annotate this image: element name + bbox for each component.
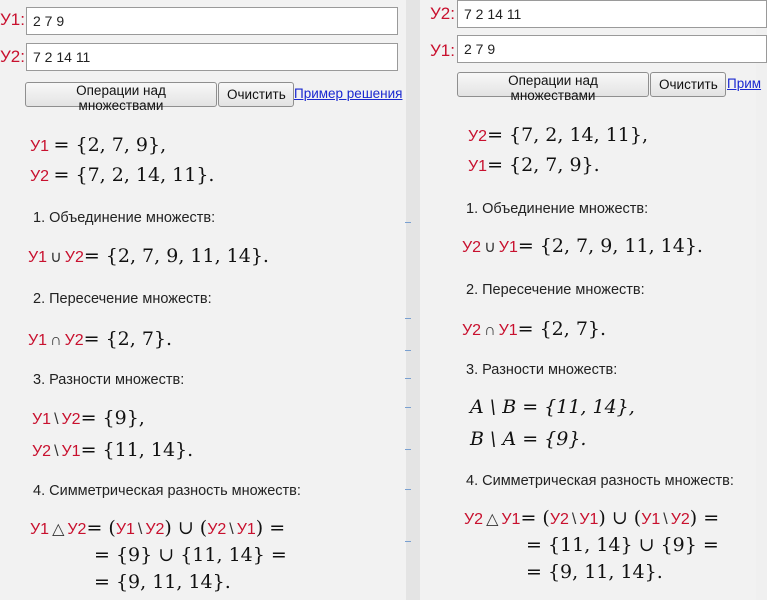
intersection-heading: 2. Пересечение множеств:	[33, 291, 212, 307]
divider-tick	[405, 350, 411, 351]
difference-a-b: A \ B = {11, 14},	[470, 396, 635, 418]
divider-tick	[405, 378, 411, 379]
difference-y1-y2: У1 \ У2= {9},	[32, 407, 145, 429]
y1-field-label: У1:	[430, 41, 455, 60]
divider-tick	[405, 222, 411, 223]
panel-divider	[406, 0, 420, 600]
example-link[interactable]: Пример решения	[294, 86, 403, 101]
set-y1-definition: У1 = {2, 7, 9},	[30, 134, 167, 156]
symdiff-formula-line3: = {9, 11, 14}.	[94, 571, 231, 593]
clear-button[interactable]: Очистить	[650, 72, 726, 97]
difference-heading: 3. Разности множеств:	[466, 362, 618, 378]
difference-heading: 3. Разности множеств:	[33, 372, 185, 388]
clear-button[interactable]: Очистить	[218, 82, 294, 107]
divider-tick	[405, 407, 411, 408]
symdiff-formula-line2: = {11, 14} ∪ {9} =	[526, 534, 719, 556]
union-heading: 1. Объединение множеств:	[466, 201, 649, 217]
symdiff-heading: 4. Симметрическая разность множеств:	[33, 483, 301, 499]
y1-input[interactable]	[457, 35, 767, 63]
difference-b-a: B \ A = {9}.	[470, 428, 587, 450]
set-operations-button[interactable]: Операции над множествами	[457, 72, 649, 97]
symdiff-formula-line1: У2 △ У1= (У2 \ У1) ∪ (У1 \ У2) =	[464, 507, 720, 529]
y2-field-label: У2:	[0, 47, 25, 66]
y2-input[interactable]	[26, 43, 398, 71]
symdiff-heading: 4. Симметрическая разность множеств:	[466, 473, 734, 489]
symdiff-formula-line3: = {9, 11, 14}.	[526, 561, 663, 583]
set-operations-button[interactable]: Операции над множествами	[25, 82, 217, 107]
union-heading: 1. Объединение множеств:	[33, 210, 216, 226]
divider-tick	[405, 489, 411, 490]
union-formula: У1 ∪ У2= {2, 7, 9, 11, 14}.	[28, 245, 269, 267]
right-panel	[420, 0, 762, 600]
y2-field-label: У2:	[430, 4, 455, 23]
set-y2-definition: У2= {7, 2, 14, 11},	[468, 124, 649, 146]
divider-tick	[405, 318, 411, 319]
set-y2-definition: У2 = {7, 2, 14, 11}.	[30, 164, 215, 186]
divider-tick	[405, 449, 411, 450]
symdiff-formula-line2: = {9} ∪ {11, 14} =	[94, 544, 287, 566]
y1-field-label: У1:	[0, 10, 25, 29]
divider-tick	[405, 541, 411, 542]
symdiff-formula-line1: У1 △ У2= (У1 \ У2) ∪ (У2 \ У1) =	[30, 517, 286, 539]
intersection-formula: У2 ∩ У1= {2, 7}.	[462, 318, 607, 340]
intersection-heading: 2. Пересечение множеств:	[466, 282, 645, 298]
difference-y2-y1: У2 \ У1= {11, 14}.	[32, 439, 194, 461]
y2-input[interactable]	[457, 0, 767, 28]
intersection-formula: У1 ∩ У2= {2, 7}.	[28, 328, 173, 350]
set-y1-definition: У1= {2, 7, 9}.	[468, 154, 600, 176]
union-formula: У2 ∪ У1= {2, 7, 9, 11, 14}.	[462, 235, 703, 257]
y1-input[interactable]	[26, 7, 398, 35]
example-link[interactable]: Прим	[727, 76, 762, 91]
